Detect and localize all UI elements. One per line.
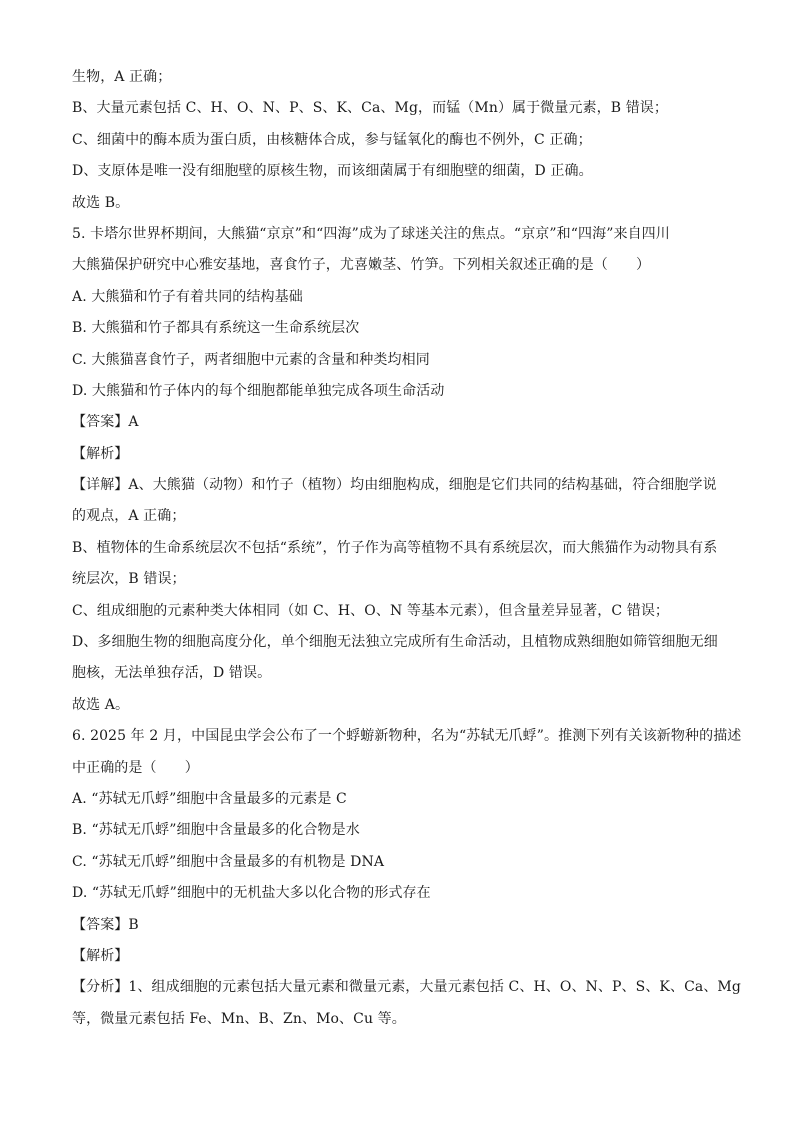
explanation-line: B、植物体的生命系统层次不包括“系统”，竹子作为高等植物不具有系统层次，而大熊猫作为动物具有系 xyxy=(72,539,718,556)
question-5-option-c: C. 大熊猫喜食竹子，两者细胞中元素的含量和种类均相同 xyxy=(72,351,430,368)
analysis-line: 【分析】1、组成细胞的元素包括大量元素和微量元素，大量元素包括 C、H、O、N、P、S、K、Ca、Mg xyxy=(72,979,741,996)
question-5-stem: 5. 卡塔尔世界杯期间，大熊猫“京京”和“四海”成为了球迷关注的焦点。“京京”和“四海”来自四川 xyxy=(72,225,670,242)
question-5-stem: 大熊猫保护研究中心雅安基地，喜食竹子，尤喜嫩茎、竹笋。下列相关叙述正确的是（ ） xyxy=(72,257,651,274)
explanation-line: D、多细胞生物的细胞高度分化，单个细胞无法独立完成所有生命活动，且植物成熟细胞如筛管细胞无细 xyxy=(72,634,718,651)
explanation-line: 统层次，B 错误； xyxy=(72,571,186,588)
analysis-line: 等，微量元素包括 Fe、Mn、B、Zn、Mo、Cu 等。 xyxy=(72,1010,406,1027)
text-line: D、支原体是唯一没有细胞壁的原核生物，而该细菌属于有细胞壁的细菌，D 正确。 xyxy=(72,163,593,180)
question-6-option-a: A. “苏轼无爪蜉”细胞中含量最多的元素是 C xyxy=(72,790,347,807)
analysis-label: 【解析】 xyxy=(72,445,129,462)
document-page xyxy=(72,62,742,1035)
text-line: C、细菌中的酶本质为蛋白质，由核糖体合成，参与锰氧化的酶也不例外，C 正确； xyxy=(72,131,592,148)
analysis-label: 【解析】 xyxy=(72,947,129,964)
text-line: 故选 B。 xyxy=(72,194,130,211)
question-5-option-d: D. 大熊猫和竹子体内的每个细胞都能单独完成各项生命活动 xyxy=(72,382,445,399)
question-5-option-b: B. 大熊猫和竹子都具有系统这一生命系统层次 xyxy=(72,320,360,337)
explanation-line: 胞核，无法单独存活，D 错误。 xyxy=(72,665,272,682)
question-6-option-b: B. “苏轼无爪蜉”细胞中含量最多的化合物是水 xyxy=(72,822,360,839)
question-5-option-a: A. 大熊猫和竹子有着共同的结构基础 xyxy=(72,288,303,305)
text-line: B、大量元素包括 C、H、O、N、P、S、K、Ca、Mg，而锰（Mn）属于微量元素，B 错误； xyxy=(72,100,668,117)
explanation-line: 【详解】A、大熊猫（动物）和竹子（植物）均由细胞构成，细胞是它们共同的结构基础，符合细胞学说 xyxy=(72,477,717,494)
text-line: 生物，A 正确； xyxy=(72,69,172,85)
question-6-stem: 中正确的是（ ） xyxy=(72,759,199,776)
question-6-stem: 6. 2025 年 2 月，中国昆虫学会公布了一个蜉蝣新物种，名为“苏轼无爪蜉”。推测下列有关该新物种的描述 xyxy=(72,728,742,745)
question-6-option-c: C. “苏轼无爪蜉”细胞中含量最多的有机物是 DNA xyxy=(72,853,385,870)
answer-label: 【答案】B xyxy=(72,916,139,933)
question-6-option-d: D. “苏轼无爪蜉”细胞中的无机盐大多以化合物的形式存在 xyxy=(72,885,431,902)
explanation-line: C、组成细胞的元素种类大体相同（如 C、H、O、N 等基本元素），但含量差异显著，C 错误； xyxy=(72,602,670,619)
explanation-line: 的观点，A 正确； xyxy=(72,508,186,525)
text-line: 故选 A。 xyxy=(72,696,130,713)
answer-label: 【答案】A xyxy=(72,414,139,431)
